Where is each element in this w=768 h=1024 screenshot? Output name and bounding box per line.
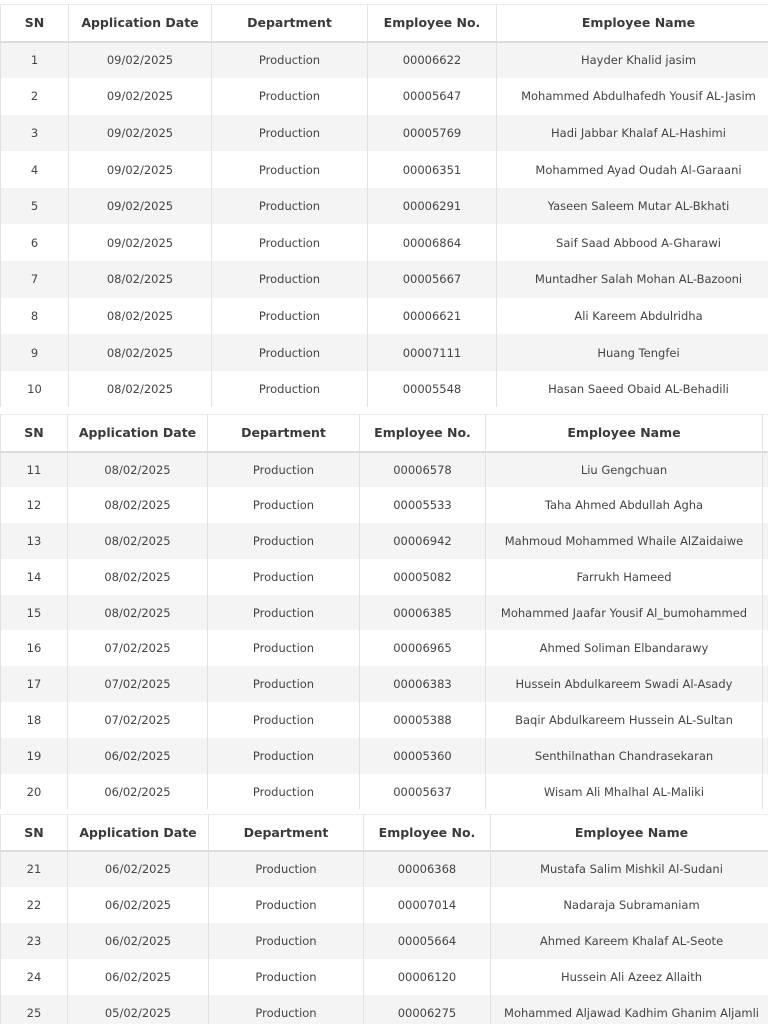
cell-application-date: 06/02/2025 [68, 851, 209, 887]
cell-employee-no: 00005548 [368, 371, 497, 408]
cell-extra [763, 452, 768, 488]
table-row [1, 42, 768, 79]
table-row [1, 738, 768, 774]
cell-employee-no: 00006385 [360, 595, 486, 631]
cell-sn: 17 [1, 666, 68, 702]
header-sn: SN [1, 5, 69, 42]
cell-application-date: 09/02/2025 [69, 115, 212, 152]
header-sn: SN [1, 815, 68, 851]
header-application-date: Application Date [68, 815, 209, 851]
cell-department: Production [212, 334, 368, 371]
cell-sn: 11 [1, 452, 68, 488]
cell-employee-name: Mohammed Abdulhafedh Yousif AL-Jasim [497, 78, 768, 115]
cell-department: Production [208, 630, 360, 666]
cell-sn: 1 [1, 42, 69, 79]
header-employee-no: Employee No. [364, 815, 491, 851]
cell-department: Production [209, 923, 364, 959]
cell-sn: 8 [1, 298, 69, 335]
cell-application-date: 09/02/2025 [69, 224, 212, 261]
cell-sn: 7 [1, 261, 69, 298]
table-row [1, 452, 768, 488]
table-row [1, 995, 768, 1024]
cell-application-date: 07/02/2025 [68, 666, 208, 702]
cell-department: Production [208, 702, 360, 738]
cell-employee-name: Liu Gengchuan [486, 452, 763, 488]
cell-sn: 25 [1, 995, 68, 1024]
cell-department: Production [212, 115, 368, 152]
cell-employee-name: Hadi Jabbar Khalaf AL-Hashimi [497, 115, 768, 152]
cell-employee-no: 00005647 [368, 78, 497, 115]
table-row [1, 115, 768, 152]
cell-application-date: 08/02/2025 [68, 523, 208, 559]
cell-application-date: 06/02/2025 [68, 923, 209, 959]
cell-employee-name: Muntadher Salah Mohan AL-Bazooni [497, 261, 768, 298]
cell-employee-no: 00006120 [364, 959, 491, 995]
cell-sn: 21 [1, 851, 68, 887]
table-header-row [1, 815, 768, 851]
cell-sn: 4 [1, 151, 69, 188]
cell-department: Production [208, 595, 360, 631]
cell-sn: 3 [1, 115, 69, 152]
cell-sn: 19 [1, 738, 68, 774]
cell-employee-name: Hayder Khalid jasim [497, 42, 768, 79]
cell-sn: 12 [1, 487, 68, 523]
cell-employee-no: 00007111 [368, 334, 497, 371]
cell-department: Production [212, 298, 368, 335]
cell-department: Production [208, 666, 360, 702]
table-row [1, 887, 768, 923]
cell-employee-no: 00005667 [368, 261, 497, 298]
cell-employee-name: Nadaraja Subramaniam [491, 887, 768, 923]
header-extra [763, 415, 768, 452]
employee-table-3 [0, 814, 768, 1024]
cell-application-date: 08/02/2025 [68, 487, 208, 523]
cell-department: Production [212, 188, 368, 225]
cell-application-date: 08/02/2025 [68, 559, 208, 595]
cell-employee-name: Mohammed Jaafar Yousif Al_bumohammed [486, 595, 763, 631]
cell-employee-no: 00005082 [360, 559, 486, 595]
cell-application-date: 05/02/2025 [68, 995, 209, 1024]
cell-sn: 18 [1, 702, 68, 738]
cell-employee-name: Baqir Abdulkareem Hussein AL-Sultan [486, 702, 763, 738]
table-row [1, 261, 768, 298]
cell-employee-name: Yaseen Saleem Mutar AL-Bkhati [497, 188, 768, 225]
table-row [1, 595, 768, 631]
header-application-date: Application Date [68, 415, 208, 452]
cell-employee-no: 00005388 [360, 702, 486, 738]
cell-sn: 22 [1, 887, 68, 923]
table-section-2 [0, 414, 768, 809]
header-employee-no: Employee No. [360, 415, 486, 452]
cell-extra [763, 630, 768, 666]
cell-application-date: 06/02/2025 [68, 738, 208, 774]
cell-application-date: 08/02/2025 [69, 334, 212, 371]
cell-application-date: 09/02/2025 [69, 78, 212, 115]
cell-employee-name: Mustafa Salim Mishkil Al-Sudani [491, 851, 768, 887]
header-sn: SN [1, 415, 68, 452]
header-employee-no: Employee No. [368, 5, 497, 42]
cell-extra [763, 559, 768, 595]
cell-employee-no: 00006368 [364, 851, 491, 887]
header-department: Department [212, 5, 368, 42]
cell-extra [763, 523, 768, 559]
cell-department: Production [209, 959, 364, 995]
cell-employee-no: 00005637 [360, 774, 486, 809]
table-row [1, 630, 768, 666]
table-row [1, 188, 768, 225]
cell-employee-name: Ali Kareem Abdulridha [497, 298, 768, 335]
cell-department: Production [212, 261, 368, 298]
cell-extra [763, 702, 768, 738]
cell-department: Production [208, 487, 360, 523]
table-header-row [1, 5, 768, 42]
cell-sn: 15 [1, 595, 68, 631]
cell-department: Production [209, 887, 364, 923]
cell-sn: 9 [1, 334, 69, 371]
cell-department: Production [208, 559, 360, 595]
cell-department: Production [208, 523, 360, 559]
table-section-1 [0, 4, 768, 408]
cell-application-date: 08/02/2025 [68, 452, 208, 488]
table-row [1, 78, 768, 115]
header-application-date: Application Date [69, 5, 212, 42]
table-row [1, 702, 768, 738]
cell-extra [763, 487, 768, 523]
cell-employee-name: Hussein Abdulkareem Swadi Al-Asady [486, 666, 763, 702]
cell-application-date: 08/02/2025 [69, 371, 212, 408]
cell-employee-name: Wisam Ali Mhalhal AL-Maliki [486, 774, 763, 809]
cell-department: Production [209, 851, 364, 887]
cell-sn: 23 [1, 923, 68, 959]
cell-employee-name: Taha Ahmed Abdullah Agha [486, 487, 763, 523]
table-row [1, 334, 768, 371]
employee-table-2 [0, 414, 768, 809]
cell-department: Production [212, 151, 368, 188]
table-row [1, 298, 768, 335]
cell-sn: 16 [1, 630, 68, 666]
cell-sn: 10 [1, 371, 69, 408]
cell-application-date: 07/02/2025 [68, 630, 208, 666]
cell-employee-no: 00006621 [368, 298, 497, 335]
cell-employee-name: Ahmed Kareem Khalaf AL-Seote [491, 923, 768, 959]
cell-application-date: 08/02/2025 [69, 298, 212, 335]
cell-sn: 24 [1, 959, 68, 995]
cell-employee-name: Hasan Saeed Obaid AL-Behadili [497, 371, 768, 408]
cell-employee-name: Mohammed Ayad Oudah Al-Garaani [497, 151, 768, 188]
header-department: Department [209, 815, 364, 851]
table-header-row [1, 415, 768, 452]
header-employee-name: Employee Name [486, 415, 763, 452]
cell-sn: 14 [1, 559, 68, 595]
cell-employee-name: Hussein Ali Azeez Allaith [491, 959, 768, 995]
cell-sn: 5 [1, 188, 69, 225]
cell-department: Production [212, 42, 368, 79]
cell-application-date: 08/02/2025 [68, 595, 208, 631]
table-row [1, 923, 768, 959]
cell-extra [763, 595, 768, 631]
cell-extra [763, 738, 768, 774]
cell-employee-name: Mohammed Aljawad Kadhim Ghanim Aljamli [491, 995, 768, 1024]
cell-application-date: 09/02/2025 [69, 151, 212, 188]
cell-employee-no: 00006291 [368, 188, 497, 225]
cell-extra [763, 774, 768, 809]
cell-department: Production [212, 371, 368, 408]
table-row [1, 666, 768, 702]
cell-department: Production [208, 452, 360, 488]
cell-application-date: 08/02/2025 [69, 261, 212, 298]
cell-application-date: 07/02/2025 [68, 702, 208, 738]
cell-sn: 2 [1, 78, 69, 115]
cell-employee-name: Farrukh Hameed [486, 559, 763, 595]
cell-employee-no: 00006622 [368, 42, 497, 79]
cell-employee-no: 00005769 [368, 115, 497, 152]
table-row [1, 559, 768, 595]
table-row [1, 487, 768, 523]
cell-employee-no: 00006942 [360, 523, 486, 559]
cell-sn: 6 [1, 224, 69, 261]
cell-application-date: 06/02/2025 [68, 887, 209, 923]
table-row [1, 371, 768, 408]
cell-employee-no: 00005533 [360, 487, 486, 523]
table-row [1, 523, 768, 559]
cell-employee-name: Ahmed Soliman Elbandarawy [486, 630, 763, 666]
cell-application-date: 06/02/2025 [68, 774, 208, 809]
cell-employee-no: 00006965 [360, 630, 486, 666]
cell-employee-no: 00005360 [360, 738, 486, 774]
cell-employee-name: Saif Saad Abbood A-Gharawi [497, 224, 768, 261]
cell-department: Production [212, 224, 368, 261]
table-row [1, 224, 768, 261]
cell-sn: 13 [1, 523, 68, 559]
cell-employee-no: 00005664 [364, 923, 491, 959]
cell-employee-no: 00006275 [364, 995, 491, 1024]
cell-department: Production [209, 995, 364, 1024]
table-row [1, 774, 768, 809]
header-employee-name: Employee Name [497, 5, 768, 42]
cell-employee-no: 00006383 [360, 666, 486, 702]
cell-department: Production [212, 78, 368, 115]
cell-application-date: 09/02/2025 [69, 42, 212, 79]
cell-employee-no: 00007014 [364, 887, 491, 923]
cell-employee-name: Huang Tengfei [497, 334, 768, 371]
cell-employee-no: 00006351 [368, 151, 497, 188]
header-employee-name: Employee Name [491, 815, 768, 851]
table-section-3 [0, 814, 768, 1024]
cell-department: Production [208, 774, 360, 809]
cell-application-date: 09/02/2025 [69, 188, 212, 225]
cell-employee-no: 00006578 [360, 452, 486, 488]
employee-table-1 [0, 4, 768, 407]
table-row [1, 851, 768, 887]
cell-sn: 20 [1, 774, 68, 809]
cell-extra [763, 666, 768, 702]
table-row [1, 959, 768, 995]
cell-employee-name: Senthilnathan Chandrasekaran [486, 738, 763, 774]
cell-application-date: 06/02/2025 [68, 959, 209, 995]
table-row [1, 151, 768, 188]
cell-employee-name: Mahmoud Mohammed Whaile AlZaidaiwe [486, 523, 763, 559]
header-department: Department [208, 415, 360, 452]
cell-employee-no: 00006864 [368, 224, 497, 261]
cell-department: Production [208, 738, 360, 774]
